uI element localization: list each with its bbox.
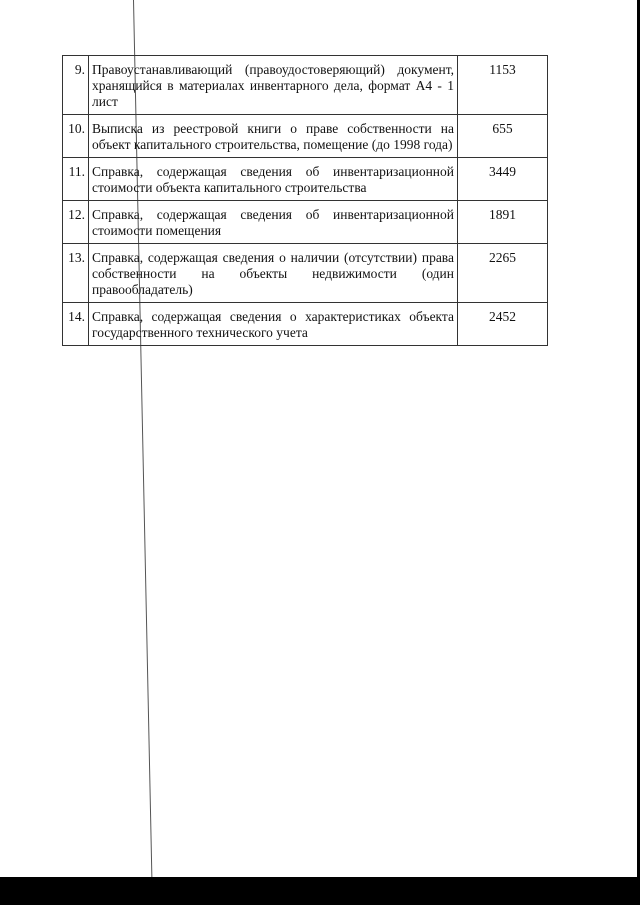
table-row: [63, 244, 548, 303]
row-number: 14.: [63, 303, 89, 346]
table-row: [63, 158, 548, 201]
scan-bottom-edge: [0, 877, 640, 905]
row-description: Справка, содержащая сведения об инвентаризационной стоимости объекта капитального строительства: [89, 158, 458, 201]
row-price: 2265: [458, 244, 548, 303]
row-price: 2452: [458, 303, 548, 346]
row-price: 3449: [458, 158, 548, 201]
row-description: Правоустанавливающий (правоудостоверяющий) документ, хранящийся в материалах инвентарного дела, формат А4 - 1 лист: [89, 56, 458, 115]
row-number: 11.: [63, 158, 89, 201]
table-row: [63, 56, 548, 115]
row-number: 9.: [63, 56, 89, 115]
row-price: 1153: [458, 56, 548, 115]
row-description: Выписка из реестровой книги о праве собственности на объект капитального строительства, помещение (до 1998 года): [89, 115, 458, 158]
row-number: 12.: [63, 201, 89, 244]
table-row: [63, 303, 548, 346]
row-number: 13.: [63, 244, 89, 303]
table-row: [63, 201, 548, 244]
row-description: Справка, содержащая сведения о характеристиках объекта государственного технического учета: [89, 303, 458, 346]
services-price-table: [62, 55, 548, 346]
row-description: Справка, содержащая сведения об инвентаризационной стоимости помещения: [89, 201, 458, 244]
row-price: 655: [458, 115, 548, 158]
row-price: 1891: [458, 201, 548, 244]
row-number: 10.: [63, 115, 89, 158]
table-row: [63, 115, 548, 158]
row-description: Справка, содержащая сведения о наличии (отсутствии) права собственности на объекты недвижимости (один правообладатель): [89, 244, 458, 303]
